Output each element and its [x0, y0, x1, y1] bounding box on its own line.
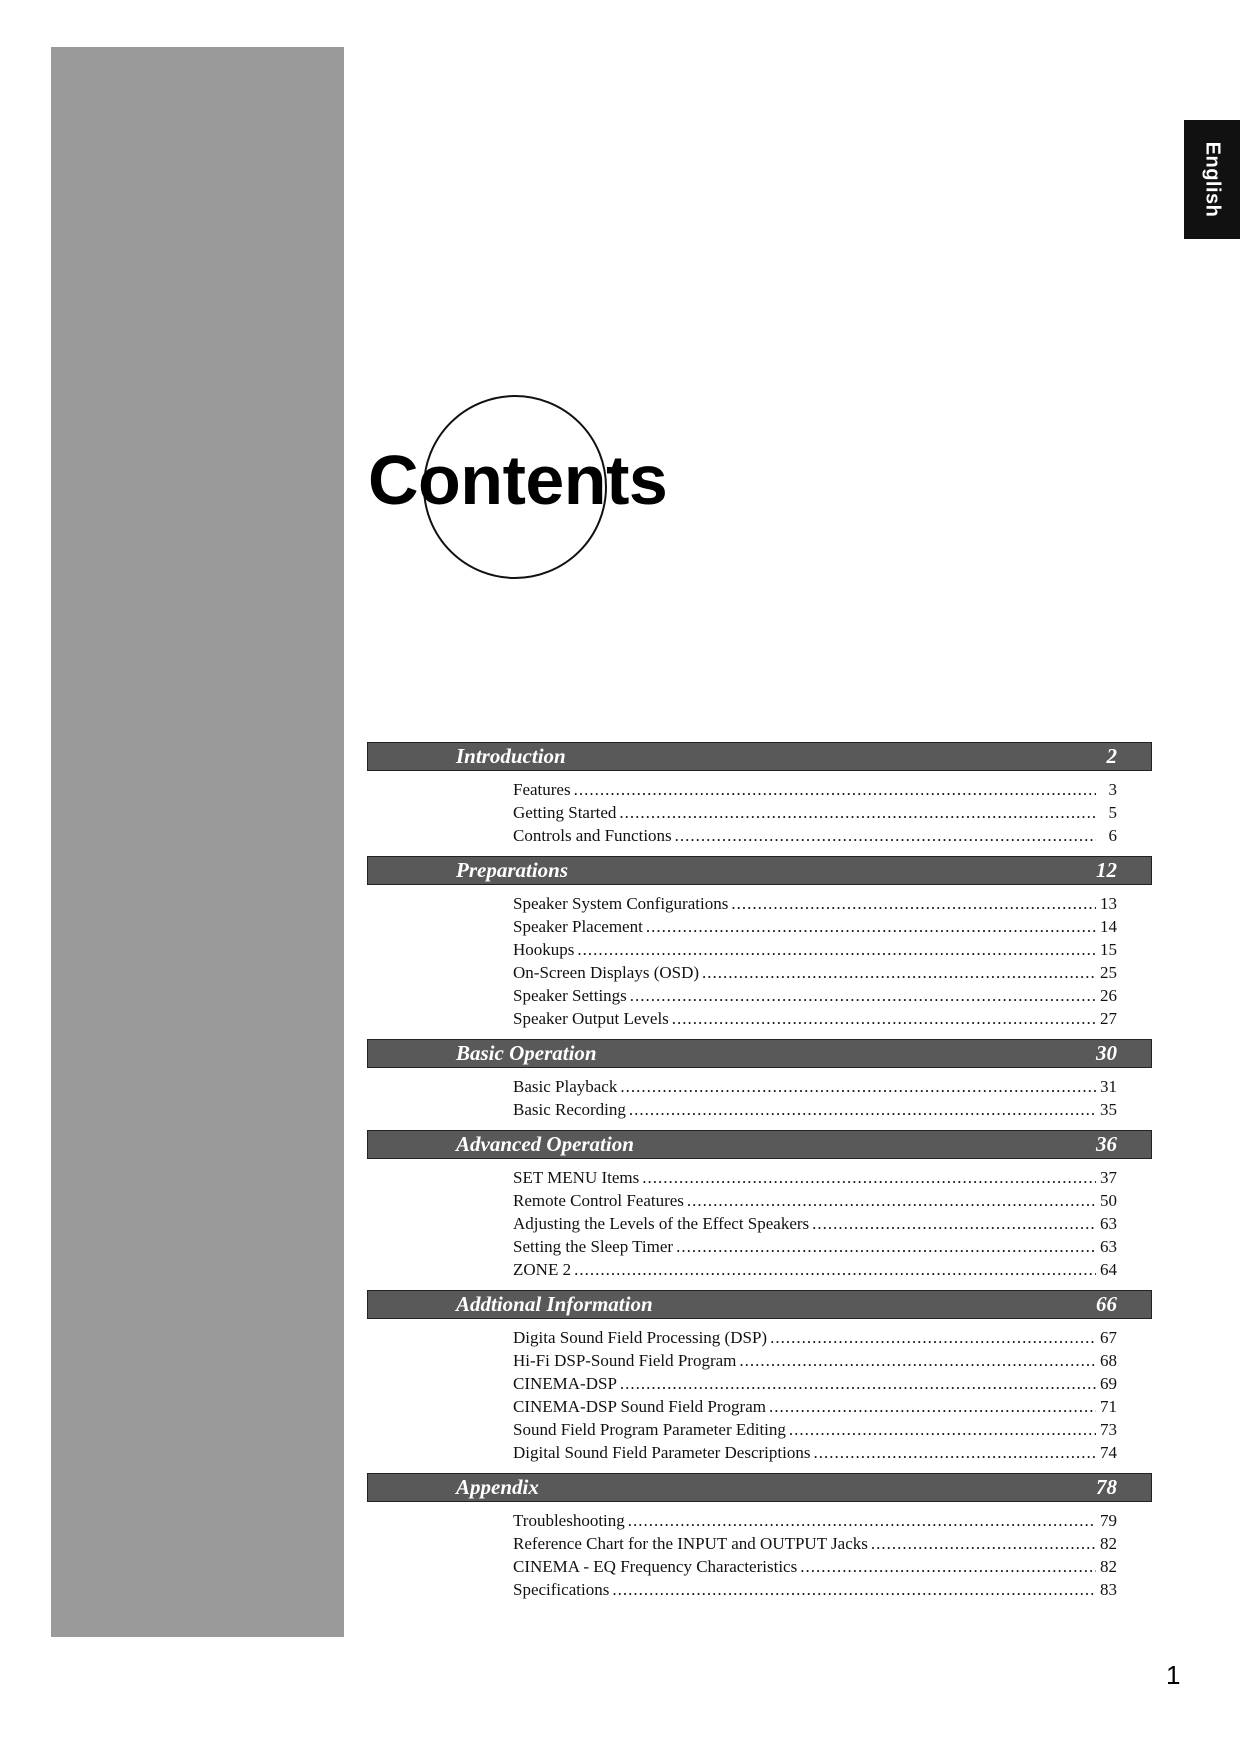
entry-page: 63	[1100, 1237, 1117, 1256]
dot-leader	[687, 1189, 1096, 1212]
entry-page: 35	[1100, 1100, 1117, 1119]
toc-section	[367, 1290, 1152, 1473]
entry-page: 64	[1100, 1260, 1117, 1279]
entry-label: Speaker System Configurations	[513, 894, 729, 913]
dot-leader	[800, 1555, 1096, 1578]
entry-label: CINEMA-DSP	[513, 1374, 617, 1393]
toc-entry[interactable]	[513, 801, 1117, 824]
toc-entry[interactable]	[513, 915, 1117, 938]
entry-page: 15	[1100, 940, 1117, 959]
dot-leader	[672, 1007, 1096, 1030]
table-of-contents	[367, 742, 1152, 1610]
entry-list	[367, 1068, 1117, 1130]
entry-page: 69	[1100, 1374, 1117, 1393]
section-title: Appendix	[456, 1475, 539, 1499]
language-tab	[1184, 120, 1240, 239]
entry-label: Hookups	[513, 940, 575, 959]
section-page: 2	[1106, 744, 1117, 768]
entry-list	[367, 1319, 1117, 1473]
section-page: 30	[1096, 1041, 1117, 1065]
toc-entry[interactable]	[513, 1532, 1117, 1555]
dot-leader	[770, 1326, 1096, 1349]
section-header[interactable]	[367, 1473, 1152, 1502]
entry-label: Setting the Sleep Timer	[513, 1237, 674, 1256]
dot-leader	[628, 1509, 1096, 1532]
entry-page: 37	[1100, 1168, 1117, 1187]
toc-section	[367, 1130, 1152, 1290]
dot-leader	[612, 1578, 1096, 1601]
toc-section	[367, 742, 1152, 856]
entry-label: Adjusting the Levels of the Effect Speakers	[513, 1214, 810, 1233]
dot-leader	[789, 1418, 1096, 1441]
section-title: Advanced Operation	[456, 1132, 634, 1156]
dot-leader	[620, 1075, 1096, 1098]
section-header[interactable]	[367, 1290, 1152, 1319]
entry-label: Reference Chart for the INPUT and OUTPUT Jacks	[513, 1534, 868, 1553]
entry-label: Speaker Placement	[513, 917, 643, 936]
dot-leader	[675, 824, 1096, 847]
entry-page: 50	[1100, 1191, 1117, 1210]
toc-entry[interactable]	[513, 1189, 1117, 1212]
dot-leader	[619, 801, 1096, 824]
entry-list	[367, 771, 1117, 856]
page-title: Contents	[368, 441, 668, 519]
dot-leader	[630, 984, 1096, 1007]
entry-label: Hi-Fi DSP-Sound Field Program	[513, 1351, 737, 1370]
section-title: Basic Operation	[456, 1041, 597, 1065]
toc-entry[interactable]	[513, 1441, 1117, 1464]
toc-entry[interactable]	[513, 1098, 1117, 1121]
entry-label: CINEMA-DSP Sound Field Program	[513, 1397, 766, 1416]
entry-list	[367, 1502, 1117, 1610]
entry-page: 71	[1100, 1397, 1117, 1416]
toc-entry[interactable]	[513, 961, 1117, 984]
toc-entry[interactable]	[513, 984, 1117, 1007]
entry-label: Speaker Output Levels	[513, 1009, 669, 1028]
entry-label: ZONE 2	[513, 1260, 572, 1279]
toc-entry[interactable]	[513, 778, 1117, 801]
section-title: Addtional Information	[456, 1292, 653, 1316]
dot-leader	[574, 1258, 1096, 1281]
toc-entry[interactable]	[513, 1555, 1117, 1578]
entry-page: 3	[1108, 780, 1117, 799]
entry-label: Speaker Settings	[513, 986, 627, 1005]
entry-page: 67	[1100, 1328, 1117, 1347]
entry-list	[367, 1159, 1117, 1290]
entry-page: 63	[1100, 1214, 1117, 1233]
dot-leader	[769, 1395, 1096, 1418]
entry-page: 31	[1100, 1077, 1117, 1096]
toc-entry[interactable]	[513, 1578, 1117, 1601]
entry-label: Digita Sound Field Processing (DSP)	[513, 1328, 768, 1347]
toc-entry[interactable]	[513, 1349, 1117, 1372]
language-tab-label: English	[1201, 141, 1224, 218]
dot-leader	[813, 1441, 1096, 1464]
toc-entry[interactable]	[513, 938, 1117, 961]
entry-page: 25	[1100, 963, 1117, 982]
toc-entry[interactable]	[513, 1509, 1117, 1532]
toc-entry[interactable]	[513, 1166, 1117, 1189]
toc-entry[interactable]	[513, 1212, 1117, 1235]
entry-page: 6	[1108, 826, 1117, 845]
entry-label: Remote Control Features	[513, 1191, 684, 1210]
entry-page: 13	[1100, 894, 1117, 913]
section-page: 66	[1096, 1292, 1117, 1316]
dot-leader	[574, 778, 1096, 801]
toc-section	[367, 1473, 1152, 1610]
entry-page: 73	[1100, 1420, 1117, 1439]
entry-label: On-Screen Displays (OSD)	[513, 963, 700, 982]
dot-leader	[642, 1166, 1096, 1189]
entry-label: Specifications	[513, 1580, 610, 1599]
dot-leader	[731, 892, 1096, 915]
toc-entry[interactable]	[513, 824, 1117, 847]
dot-leader	[620, 1372, 1096, 1395]
entry-label: SET MENU Items	[513, 1168, 640, 1187]
section-header[interactable]	[367, 856, 1152, 885]
entry-page: 82	[1100, 1534, 1117, 1553]
section-header[interactable]	[367, 1130, 1152, 1159]
section-page: 78	[1096, 1475, 1117, 1499]
toc-entry[interactable]	[513, 1395, 1117, 1418]
dot-leader	[871, 1532, 1096, 1555]
toc-section	[367, 856, 1152, 1039]
toc-entry[interactable]	[513, 1075, 1117, 1098]
toc-entry[interactable]	[513, 1418, 1117, 1441]
toc-entry[interactable]	[513, 1258, 1117, 1281]
entry-page: 83	[1100, 1580, 1117, 1599]
entry-label: Digital Sound Field Parameter Descriptions	[513, 1443, 811, 1462]
toc-entry[interactable]	[513, 892, 1117, 915]
dot-leader	[676, 1235, 1096, 1258]
section-header[interactable]	[367, 742, 1152, 771]
section-page: 12	[1096, 858, 1117, 882]
toc-entry[interactable]	[513, 1326, 1117, 1349]
entry-label: Getting Started	[513, 803, 617, 822]
entry-page: 26	[1100, 986, 1117, 1005]
entry-label: Features	[513, 780, 571, 799]
page-number: 1	[1166, 1660, 1181, 1690]
entry-label: Basic Playback	[513, 1077, 618, 1096]
toc-entry[interactable]	[513, 1007, 1117, 1030]
dot-leader	[577, 938, 1096, 961]
entry-page: 68	[1100, 1351, 1117, 1370]
entry-page: 5	[1108, 803, 1117, 822]
toc-section	[367, 1039, 1152, 1130]
section-title: Preparations	[456, 858, 569, 882]
section-page: 36	[1096, 1132, 1117, 1156]
dot-leader	[739, 1349, 1096, 1372]
entry-label: Basic Recording	[513, 1100, 626, 1119]
entry-page: 14	[1100, 917, 1117, 936]
section-header[interactable]	[367, 1039, 1152, 1068]
entry-label: CINEMA - EQ Frequency Characteristics	[513, 1557, 798, 1576]
entry-page: 82	[1100, 1557, 1117, 1576]
entry-label: Troubleshooting	[513, 1511, 625, 1530]
entry-label: Controls and Functions	[513, 826, 672, 845]
entry-label: Sound Field Program Parameter Editing	[513, 1420, 786, 1439]
entry-page: 79	[1100, 1511, 1117, 1530]
dot-leader	[629, 1098, 1096, 1121]
toc-entry[interactable]	[513, 1235, 1117, 1258]
section-title: Introduction	[456, 744, 566, 768]
dot-leader	[702, 961, 1096, 984]
dot-leader	[812, 1212, 1096, 1235]
entry-list	[367, 885, 1117, 1039]
entry-page: 74	[1100, 1443, 1117, 1462]
sidebar-band	[51, 47, 344, 1637]
dot-leader	[646, 915, 1096, 938]
entry-page: 27	[1100, 1009, 1117, 1028]
toc-entry[interactable]	[513, 1372, 1117, 1395]
